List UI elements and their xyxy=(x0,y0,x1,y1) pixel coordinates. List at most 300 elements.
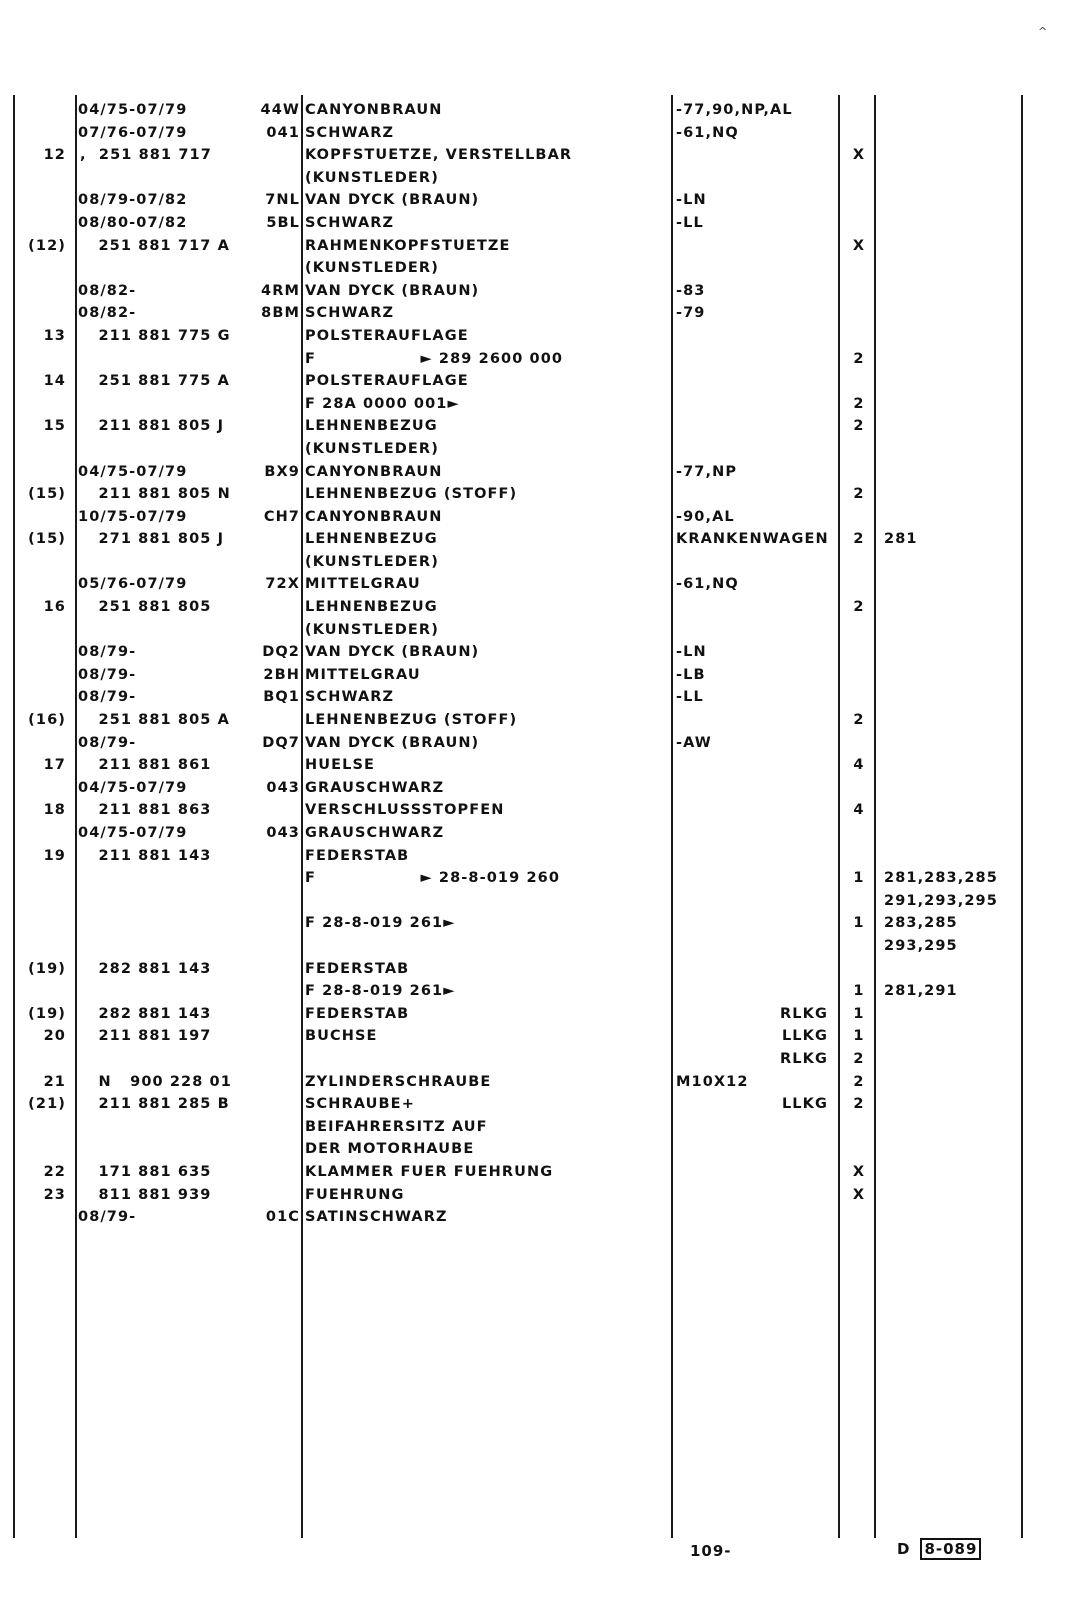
quantity: X xyxy=(852,237,866,254)
table-row xyxy=(0,393,1081,416)
quantity xyxy=(843,573,875,596)
position-number xyxy=(14,777,66,800)
variant-code xyxy=(676,1138,828,1161)
color-code xyxy=(220,1161,300,1184)
quantity xyxy=(843,461,875,484)
variant-code xyxy=(676,235,828,258)
model-list xyxy=(884,845,1019,868)
position-number: 23 xyxy=(43,1186,66,1203)
description: LEHNENBEZUG xyxy=(305,418,438,435)
part-number: 08/80-07/82 xyxy=(78,214,188,231)
variant-code xyxy=(676,99,828,122)
table-row xyxy=(0,551,1081,574)
description: DER MOTORHAUBE xyxy=(305,1141,475,1158)
model-list xyxy=(884,370,1019,393)
quantity: 2 xyxy=(853,1050,865,1067)
part-number: 04/75-07/79 xyxy=(78,463,188,480)
quantity xyxy=(843,619,875,642)
description: VAN DYCK (BRAUN) xyxy=(305,282,480,299)
description: VAN DYCK (BRAUN) xyxy=(305,192,480,209)
quantity xyxy=(843,822,875,845)
model-list xyxy=(884,1048,1019,1071)
description: SCHWARZ xyxy=(305,305,395,322)
position-number: 19 xyxy=(43,847,66,864)
color-code xyxy=(220,1025,300,1048)
description: SCHWARZ xyxy=(305,689,395,706)
table-row xyxy=(0,506,1081,529)
position-number: 16 xyxy=(43,599,66,616)
model-list xyxy=(884,1003,1019,1026)
variant-code xyxy=(676,980,828,1003)
description: SCHWARZ xyxy=(305,124,395,141)
color-code xyxy=(220,867,300,890)
variant-code xyxy=(676,528,828,551)
part-number: 08/79- xyxy=(78,644,137,661)
part-number: 211 881 143 xyxy=(80,847,212,864)
model-list xyxy=(884,189,1019,212)
color-code xyxy=(220,935,300,958)
position-number xyxy=(14,348,66,371)
table-row xyxy=(0,280,1081,303)
part-number: 211 881 861 xyxy=(80,757,212,774)
variant-code xyxy=(676,370,828,393)
table-row xyxy=(0,257,1081,280)
variant-code xyxy=(676,280,828,303)
position-number: (15) xyxy=(28,486,66,503)
variant-code: RLKG xyxy=(780,1005,828,1022)
variant-code xyxy=(676,415,828,438)
quantity: X xyxy=(852,1186,866,1203)
quantity: 2 xyxy=(853,1073,865,1090)
table-row xyxy=(0,370,1081,393)
position-number xyxy=(14,506,66,529)
variant-code xyxy=(676,167,828,190)
model-list: 281,283,285 xyxy=(884,870,998,887)
variant-code xyxy=(676,890,828,913)
description: FUEHRUNG xyxy=(305,1186,405,1203)
color-code: 44W xyxy=(260,102,300,118)
color-code xyxy=(220,619,300,642)
description: POLSTERAUFLAGE xyxy=(305,373,469,390)
variant-code xyxy=(676,189,828,212)
table-row xyxy=(0,890,1081,913)
model-list xyxy=(884,461,1019,484)
position-number xyxy=(14,461,66,484)
variant-code xyxy=(676,641,828,664)
model-list xyxy=(884,1093,1019,1116)
quantity: 1 xyxy=(853,915,865,932)
table-row xyxy=(0,1093,1081,1116)
description: VERSCHLUSSSTOPFEN xyxy=(305,802,505,819)
color-code: 8BM xyxy=(261,305,300,322)
description: (KUNSTLEDER) xyxy=(305,621,439,638)
remark: -77,NP xyxy=(676,463,738,480)
model-list xyxy=(884,122,1019,145)
table-row xyxy=(0,573,1081,596)
remark: -LL xyxy=(676,214,704,231)
position-number: 14 xyxy=(43,373,66,390)
quantity xyxy=(843,1206,875,1229)
variant-code xyxy=(676,1116,828,1139)
table-row xyxy=(0,777,1081,800)
remark: M10X12 xyxy=(676,1073,749,1090)
position-number xyxy=(14,664,66,687)
color-code: 043 xyxy=(266,825,300,841)
color-code xyxy=(220,1116,300,1139)
color-code xyxy=(220,144,300,167)
description xyxy=(305,1048,665,1071)
remark: -AW xyxy=(676,734,712,751)
table-row xyxy=(0,641,1081,664)
remark: KRANKENWAGEN xyxy=(676,531,829,548)
color-code xyxy=(220,235,300,258)
description: CANYONBRAUN xyxy=(305,508,443,525)
remark: -79 xyxy=(676,305,706,322)
color-code xyxy=(220,325,300,348)
model-list xyxy=(884,280,1019,303)
position-number: (16) xyxy=(28,712,66,729)
remark: -LN xyxy=(676,192,707,209)
part-number: 08/79-07/82 xyxy=(78,192,188,209)
table-row xyxy=(0,99,1081,122)
color-code xyxy=(220,1048,300,1071)
color-code xyxy=(220,438,300,461)
table-row xyxy=(0,483,1081,506)
color-code: 043 xyxy=(266,779,300,796)
position-number: (12) xyxy=(28,237,66,254)
quantity: 1 xyxy=(853,870,865,887)
model-list xyxy=(884,144,1019,167)
quantity xyxy=(843,777,875,800)
table-row xyxy=(0,461,1081,484)
table-row xyxy=(0,1003,1081,1026)
quantity xyxy=(843,302,875,325)
quantity xyxy=(843,1138,875,1161)
table-row xyxy=(0,122,1081,145)
model-list xyxy=(884,325,1019,348)
color-code xyxy=(220,483,300,506)
table-row xyxy=(0,415,1081,438)
description: LEHNENBEZUG xyxy=(305,531,438,548)
position-number xyxy=(14,686,66,709)
description xyxy=(305,935,665,958)
model-list xyxy=(884,732,1019,755)
model-list: 293,295 xyxy=(884,937,958,954)
description: F ► 289 2600 000 xyxy=(305,350,564,367)
quantity: 2 xyxy=(853,712,865,729)
description: GRAUSCHWARZ xyxy=(305,779,445,796)
remark: -LN xyxy=(676,644,707,661)
quantity xyxy=(843,890,875,913)
part-number: 811 881 939 xyxy=(80,1186,212,1203)
position-number xyxy=(14,732,66,755)
position-number xyxy=(14,1206,66,1229)
table-row xyxy=(0,619,1081,642)
table-row xyxy=(0,302,1081,325)
position-number: 18 xyxy=(43,802,66,819)
variant-code xyxy=(676,732,828,755)
model-list xyxy=(884,1138,1019,1161)
color-code xyxy=(220,1138,300,1161)
color-code xyxy=(220,257,300,280)
description: LEHNENBEZUG (STOFF) xyxy=(305,486,518,503)
position-number: 17 xyxy=(43,757,66,774)
variant-code xyxy=(676,664,828,687)
variant-code xyxy=(676,1161,828,1184)
quantity: 2 xyxy=(853,395,865,412)
description: (KUNSTLEDER) xyxy=(305,553,439,570)
part-number: 04/75-07/79 xyxy=(78,825,188,841)
description: FEDERSTAB xyxy=(305,960,410,977)
description: BUCHSE xyxy=(305,1028,378,1045)
part-number: 211 881 197 xyxy=(80,1028,212,1045)
model-list xyxy=(884,348,1019,371)
position-number xyxy=(14,99,66,122)
color-code xyxy=(220,890,300,913)
color-code: BX9 xyxy=(264,463,300,480)
part-number: 171 881 635 xyxy=(80,1163,212,1180)
table-row xyxy=(0,1048,1081,1071)
part-number: 282 881 143 xyxy=(80,960,212,977)
description: (KUNSTLEDER) xyxy=(305,169,439,186)
table-row xyxy=(0,212,1081,235)
color-code xyxy=(220,799,300,822)
table-row xyxy=(0,438,1081,461)
color-code xyxy=(220,845,300,868)
variant-code xyxy=(676,573,828,596)
table-row xyxy=(0,325,1081,348)
part-number: 251 881 775 A xyxy=(80,373,230,390)
quantity: X xyxy=(852,1163,866,1180)
quantity xyxy=(843,641,875,664)
model-list xyxy=(884,686,1019,709)
variant-code xyxy=(676,709,828,732)
color-code: 01C xyxy=(265,1209,300,1226)
color-code: 5BL xyxy=(266,214,300,231)
part-number: 251 881 717 A xyxy=(80,237,230,254)
quantity xyxy=(843,1116,875,1139)
table-row xyxy=(0,167,1081,190)
model-list xyxy=(884,619,1019,642)
quantity xyxy=(843,845,875,868)
model-list xyxy=(884,664,1019,687)
description: VAN DYCK (BRAUN) xyxy=(305,734,480,751)
color-code xyxy=(220,754,300,777)
quantity xyxy=(843,280,875,303)
description: MITTELGRAU xyxy=(305,576,421,593)
scan-mark: ^ xyxy=(1038,25,1048,38)
description: FEDERSTAB xyxy=(305,847,410,864)
variant-code xyxy=(676,438,828,461)
description: HUELSE xyxy=(305,757,376,774)
color-code xyxy=(220,1071,300,1094)
quantity xyxy=(843,189,875,212)
color-code: DQ7 xyxy=(262,734,300,751)
model-list xyxy=(884,958,1019,981)
section-reference xyxy=(897,1540,981,1558)
table-row xyxy=(0,1071,1081,1094)
part-number: 211 881 805 N xyxy=(80,486,231,503)
table-row xyxy=(0,1184,1081,1207)
variant-code xyxy=(676,1071,828,1094)
part-number: 211 881 805 J xyxy=(80,418,225,435)
color-code: 2BH xyxy=(263,666,300,683)
position-number xyxy=(14,438,66,461)
model-list xyxy=(884,1184,1019,1207)
color-code xyxy=(220,980,300,1003)
model-list xyxy=(884,1116,1019,1139)
model-list xyxy=(884,596,1019,619)
model-list: 283,285 xyxy=(884,915,958,932)
model-list xyxy=(884,777,1019,800)
description: POLSTERAUFLAGE xyxy=(305,327,469,344)
color-code xyxy=(220,709,300,732)
quantity xyxy=(843,212,875,235)
description: F 28-8-019 261► xyxy=(305,915,456,932)
position-number xyxy=(14,573,66,596)
description: LEHNENBEZUG (STOFF) xyxy=(305,712,518,729)
quantity: 2 xyxy=(853,531,865,548)
quantity xyxy=(843,325,875,348)
quantity xyxy=(843,686,875,709)
table-row xyxy=(0,754,1081,777)
model-list xyxy=(884,99,1019,122)
variant-code xyxy=(676,122,828,145)
quantity: 2 xyxy=(853,1096,865,1113)
part-number: 211 881 285 B xyxy=(80,1096,230,1113)
part-number: 08/82- xyxy=(78,282,137,299)
position-number: (19) xyxy=(28,960,66,977)
quantity xyxy=(843,167,875,190)
color-code xyxy=(220,370,300,393)
color-code xyxy=(220,528,300,551)
part-number: 07/76-07/79 xyxy=(78,124,188,141)
position-number xyxy=(14,822,66,845)
model-list xyxy=(884,822,1019,845)
table-row xyxy=(0,709,1081,732)
part-number: 04/75-07/79 xyxy=(78,102,188,118)
table-row xyxy=(0,935,1081,958)
variant-code xyxy=(676,212,828,235)
quantity xyxy=(843,551,875,574)
description: BEIFAHRERSITZ AUF xyxy=(305,1118,488,1135)
variant-code xyxy=(676,393,828,416)
part-number: N 900 228 01 xyxy=(80,1073,232,1090)
model-list xyxy=(884,438,1019,461)
table-row xyxy=(0,686,1081,709)
part-number: 05/76-07/79 xyxy=(78,576,188,593)
variant-code: LLKG xyxy=(781,1096,828,1113)
table-row xyxy=(0,144,1081,167)
table-row xyxy=(0,799,1081,822)
quantity xyxy=(843,438,875,461)
table-row xyxy=(0,958,1081,981)
model-list xyxy=(884,1161,1019,1184)
table-row xyxy=(0,912,1081,935)
model-list xyxy=(884,483,1019,506)
part-number: 08/79- xyxy=(78,1209,137,1226)
position-number: (15) xyxy=(28,531,66,548)
section-ref-box: 8-089 xyxy=(920,1538,981,1560)
model-list xyxy=(884,212,1019,235)
variant-code xyxy=(676,867,828,890)
table-row xyxy=(0,732,1081,755)
quantity: 2 xyxy=(853,599,865,616)
color-code xyxy=(220,167,300,190)
description: VAN DYCK (BRAUN) xyxy=(305,644,480,661)
variant-code xyxy=(676,754,828,777)
model-list xyxy=(884,709,1019,732)
description: GRAUSCHWARZ xyxy=(305,825,445,841)
variant-code xyxy=(676,551,828,574)
description: SATINSCHWARZ xyxy=(305,1209,448,1226)
part-number: 211 881 775 G xyxy=(80,327,231,344)
remark: -LB xyxy=(676,666,706,683)
position-number xyxy=(14,393,66,416)
quantity: 2 xyxy=(853,418,865,435)
color-code xyxy=(220,348,300,371)
color-code: 7NL xyxy=(265,192,300,209)
table-row xyxy=(0,664,1081,687)
variant-code xyxy=(676,596,828,619)
quantity: 4 xyxy=(853,757,865,774)
variant-code xyxy=(676,686,828,709)
table-row xyxy=(0,845,1081,868)
quantity: 1 xyxy=(853,983,865,1000)
position-number xyxy=(14,189,66,212)
description: KOPFSTUETZE, VERSTELLBAR xyxy=(305,147,573,164)
model-list xyxy=(884,573,1019,596)
part-number: 251 881 805 A xyxy=(80,712,230,729)
quantity: X xyxy=(852,147,866,164)
remark: -61,NQ xyxy=(676,576,739,593)
quantity xyxy=(843,935,875,958)
table-row xyxy=(0,189,1081,212)
model-list xyxy=(884,393,1019,416)
position-number: 15 xyxy=(43,418,66,435)
description: ZYLINDERSCHRAUBE xyxy=(305,1073,492,1090)
color-code xyxy=(220,958,300,981)
quantity xyxy=(843,664,875,687)
position-number xyxy=(14,935,66,958)
table-row xyxy=(0,348,1081,371)
quantity xyxy=(843,370,875,393)
model-list xyxy=(884,1206,1019,1229)
variant-code xyxy=(676,845,828,868)
color-code xyxy=(220,415,300,438)
variant-code xyxy=(676,777,828,800)
position-number: 20 xyxy=(43,1028,66,1045)
variant-code xyxy=(676,348,828,371)
position-number xyxy=(14,1048,66,1071)
variant-code xyxy=(676,1184,828,1207)
variant-code xyxy=(676,257,828,280)
variant-code xyxy=(676,799,828,822)
parts-table xyxy=(0,99,1081,1229)
quantity: 1 xyxy=(853,1005,865,1022)
variant-code xyxy=(676,483,828,506)
description: MITTELGRAU xyxy=(305,666,421,683)
variant-code xyxy=(676,958,828,981)
model-list xyxy=(884,415,1019,438)
model-list: 281,291 xyxy=(884,983,958,1000)
model-list: 291,293,295 xyxy=(884,892,998,909)
part-number: 08/79- xyxy=(78,689,137,706)
part-number: , 251 881 717 xyxy=(80,147,212,164)
description: (KUNSTLEDER) xyxy=(305,440,439,457)
part-number: 251 881 805 xyxy=(80,599,212,616)
description: RAHMENKOPFSTUETZE xyxy=(305,237,511,254)
